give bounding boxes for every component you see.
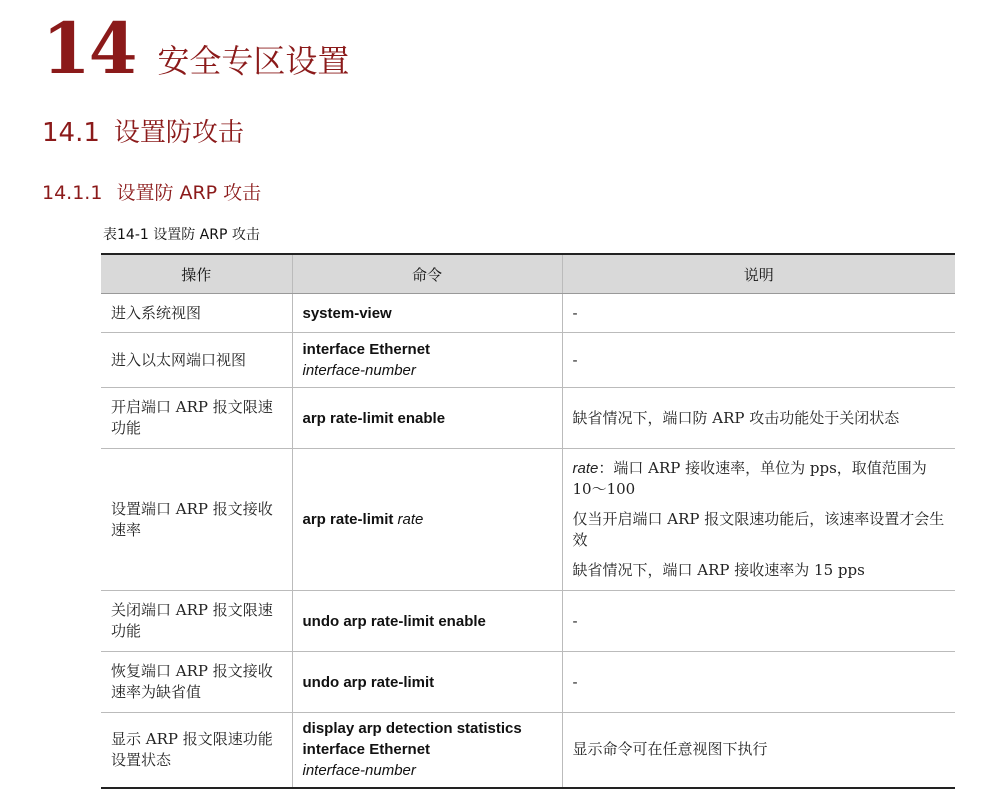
operation-cell: 进入以太网端口视图 — [101, 333, 292, 388]
description-text: 显示命令可在任意视图下执行 — [572, 740, 768, 759]
operation-cell: 关闭端口 ARP 报文限速功能 — [101, 591, 292, 652]
command-keyword: interface Ethernet — [302, 341, 431, 358]
description-text: - — [572, 303, 578, 322]
description-cell — [562, 333, 955, 388]
command-cell — [292, 333, 562, 388]
table-row — [101, 652, 955, 713]
header-command: 命令 — [292, 254, 562, 294]
subsection-title: 设置防 ARP 攻击 — [116, 182, 262, 204]
description-cell — [562, 713, 955, 788]
command-keyword: arp rate-limit enable — [302, 409, 446, 427]
table-row — [101, 294, 955, 333]
section-heading — [42, 116, 244, 150]
description-cell — [562, 591, 955, 652]
command-cell — [292, 652, 562, 713]
description-text: - — [572, 672, 578, 691]
description-text: 缺省情况下，端口防 ARP 攻击功能处于关闭状态 — [572, 408, 900, 427]
command-cell — [292, 449, 562, 591]
subsection-number: 14.1.1 — [42, 182, 103, 204]
description-text: - — [572, 350, 578, 369]
operation-cell: 进入系统视图 — [101, 294, 292, 333]
command-cell — [292, 591, 562, 652]
section-number: 14.1 — [42, 118, 100, 148]
table-row — [101, 333, 955, 388]
table-row — [101, 388, 955, 449]
description-cell — [562, 449, 955, 591]
description-text: rate：端口 ARP 接收速率，单位为 pps，取值范围为 10～100 — [572, 459, 927, 498]
command-cell — [292, 388, 562, 449]
header-description: 说明 — [562, 254, 955, 294]
command-keyword: undo arp rate-limit enable — [302, 612, 486, 630]
operation-cell: 显示 ARP 报文限速功能设置状态 — [101, 713, 292, 788]
command-cell — [292, 713, 562, 788]
command-argument: rate — [397, 511, 424, 528]
table-caption: 表14-1 设置防 ARP 攻击 — [103, 227, 260, 243]
chapter-heading — [42, 4, 350, 90]
command-keyword: interface Ethernet — [302, 741, 431, 759]
operation-cell: 恢复端口 ARP 报文接收速率为缺省值 — [101, 652, 292, 713]
description-text: - — [572, 611, 578, 630]
description-text: 仅当开启端口 ARP 报文限速功能后，该速率设置才会生效 — [572, 510, 945, 549]
description-cell — [562, 294, 955, 333]
table-row — [101, 449, 955, 591]
section-title: 设置防攻击 — [113, 118, 244, 148]
operation-cell: 设置端口 ARP 报文接收速率 — [101, 449, 292, 591]
command-keyword: arp rate-limit — [302, 511, 394, 528]
subsection-heading — [42, 180, 261, 206]
command-argument: interface-number — [302, 762, 416, 780]
command-table — [101, 253, 955, 789]
command-cell — [292, 294, 562, 333]
command-keyword: system-view — [302, 304, 392, 322]
table-row — [101, 591, 955, 652]
chapter-title: 安全专区设置 — [157, 42, 350, 80]
description-param: rate — [572, 460, 599, 477]
command-keyword: undo arp rate-limit — [302, 673, 435, 691]
command-keyword: display arp detection statistics — [302, 720, 522, 738]
description-cell — [562, 388, 955, 449]
header-operation: 操作 — [101, 254, 292, 294]
description-text: 缺省情况下，端口 ARP 接收速率为 15 pps — [572, 561, 865, 579]
table-header-row — [101, 254, 955, 294]
command-argument: interface-number — [302, 362, 416, 379]
description-cell — [562, 652, 955, 713]
chapter-number: 14 — [42, 7, 136, 90]
table-row — [101, 713, 955, 788]
operation-cell: 开启端口 ARP 报文限速功能 — [101, 388, 292, 449]
